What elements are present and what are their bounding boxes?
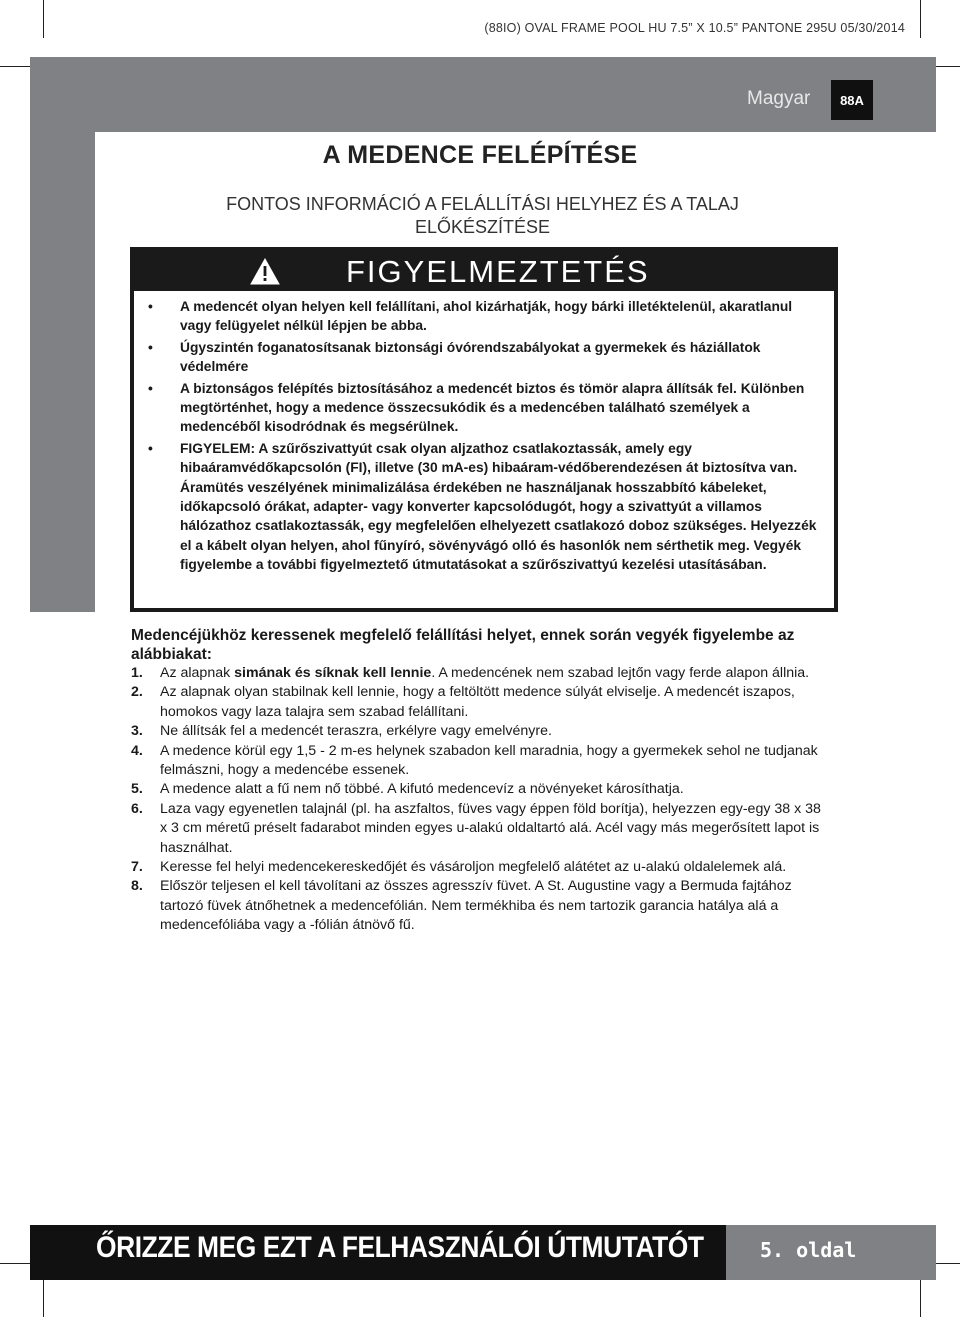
warning-item-text: A biztonságos felépítés biztosításához a medencét biztos és tömör alapra állítsák fel. Különben megtörténhet, hogy a medence összecsukódik és a medencében található személyek a medencéből kisodródnak és megsérülnek. <box>180 380 805 435</box>
crop-mark <box>43 0 44 38</box>
step-item <box>131 742 821 781</box>
warning-item-text: Úgyszintén foganatosítsanak biztonsági óvórendszabályokat a gyermekek és háziállatok védelmére <box>180 339 761 375</box>
step-item <box>131 858 821 877</box>
step-item <box>131 877 821 935</box>
step-text: Az alapnak <box>160 665 235 681</box>
step-number: 7. <box>131 859 143 876</box>
step-number: 4. <box>131 742 143 759</box>
step-number: 1. <box>131 665 143 681</box>
bullet: • <box>148 380 153 396</box>
crop-mark <box>920 0 921 38</box>
crop-mark <box>0 66 30 67</box>
step-emphasis: simának és síknak kell lennie <box>234 665 432 681</box>
warning-item-text: FIGYELEM: A szűrőszivattyút csak olyan aljzathoz csatlakoztassák, amely egy hibaáramvédőkapcsolón (FI), illetve (30 mA-es) hibaáram-védőberendezésen át biztosítva van. Áramütés veszélyének minimalizálása érdekében ne használjanak hosszabbító kábeleket, időkapcsoló órákat, adapter- vagy konverter kapcsolódugót, hogy a szivattyút a villamos hálózathoz csatlakoztassák, egy megfelelően elhelyezett csatlakozó doboz szükséges. Helyezzék el a kábelt olyan helyen, ahol fűnyíró, sövényvágó olló és hasonlók nem sérthetik meg. Vegyék figyelembe a további figyelmeztető útmutatásokat a szűrőszivattyú kezelési utasításában. <box>180 440 817 573</box>
step-item <box>131 722 821 741</box>
intro-text: Medencéjükhöz keressenek megfelelő felállítási helyet, ennek során vegyék figyelembe az alábbiakat: <box>131 627 795 663</box>
crop-mark <box>920 1280 921 1317</box>
warning-list <box>146 297 826 575</box>
step-number: 6. <box>131 800 143 817</box>
step-number: 8. <box>131 878 143 895</box>
section-subtitle <box>170 193 795 239</box>
step-text: A medence alatt a fű nem nő többé. A kifutó medencevíz a növényeket károsíthatja. <box>160 781 684 798</box>
subtitle-line: ELŐKÉSZÍTÉSE <box>414 217 551 237</box>
bullet: • <box>148 440 153 456</box>
step-number: 5. <box>131 781 143 798</box>
footer-keep-notice: ŐRIZZE MEG EZT A FELHASZNÁLÓI ÚTMUTATÓT <box>96 1231 704 1264</box>
step-item <box>131 800 821 858</box>
subtitle-line: FONTOS INFORMÁCIÓ A FELÁLLÍTÁSI HELYHEZ ÉS A TALAJ <box>226 194 739 214</box>
crop-mark <box>43 1280 44 1317</box>
step-text: Először teljesen el kell távolítani az összes agresszív füvet. A St. Augustine vagy a Bermuda fajtához tartozó füvek átnőhetnek a medencefólián. Nem termékhiba és nem tartozik garancia hatálya alá a medencefóliába vagy a -fólián átnövő fű. <box>160 878 792 934</box>
warning-box <box>130 247 838 612</box>
crop-mark <box>0 1263 30 1264</box>
step-item <box>131 664 821 683</box>
crop-mark <box>936 1263 960 1264</box>
step-text: A medence körül egy 1,5 - 2 m-es helynek szabadon kell maradnia, hogy a gyermekek sehol ne tudjanak felmászni, hogy a medencébe essenek. <box>160 742 818 779</box>
step-text: Laza vagy egyenetlen talajnál (pl. ha aszfaltos, füves vagy éppen föld borítja), helyezzen egy-egy 38 x 38 x 3 cm méretű préselt fadarabot minden egyes u-alakú oldaltartó alá. Acél vagy más megerősített lapot is használhat. <box>160 800 821 856</box>
page-title: A MEDENCE FELÉPÍTÉSE <box>322 141 638 169</box>
warning-triangle-icon <box>250 258 280 285</box>
step-text: Az alapnak olyan stabilnak kell lennie, hogy a feltöltött medence súlyát elviselje. A medencét iszapos, homokos vagy laza talajra sem szabad felállítani. <box>160 684 795 720</box>
warning-header <box>134 251 834 291</box>
step-text-tail: . A medencének nem szabad lejtőn vagy ferde alapon állnia. <box>431 665 810 681</box>
bullet: • <box>148 339 153 355</box>
warning-item <box>146 379 826 437</box>
step-number: 3. <box>131 723 143 740</box>
bullet: • <box>148 299 153 314</box>
steps-list <box>131 664 821 936</box>
warning-item <box>146 439 826 575</box>
warning-item <box>146 297 826 336</box>
warning-item-text: A medencét olyan helyen kell felállítani, ahol kizárhatják, hogy bárki illetéktelenül, akaratlanul vagy felügyelet nélkül lépjen be abba. <box>180 299 793 334</box>
warning-item <box>146 338 826 377</box>
warning-title: FIGYELMEZTETÉS <box>346 254 650 289</box>
step-number: 2. <box>131 684 143 701</box>
language-code-badge: 88A <box>831 80 873 120</box>
step-text: Ne állítsák fel a medencét teraszra, erkélyre vagy emelvényre. <box>160 723 552 740</box>
crop-mark <box>936 66 960 67</box>
step-text: Keresse fel helyi medencekereskedőjét és vásároljon megfelelő alátétet az u-alakú oldalelemek alá. <box>160 859 787 876</box>
print-spec-line: (88IO) OVAL FRAME POOL HU 7.5” X 10.5” PANTONE 295U 05/30/2014 <box>484 21 905 35</box>
step-item <box>131 683 821 722</box>
page-number: 5. oldal <box>760 1238 857 1262</box>
step-item <box>131 780 821 799</box>
language-label: Magyar <box>747 88 811 109</box>
